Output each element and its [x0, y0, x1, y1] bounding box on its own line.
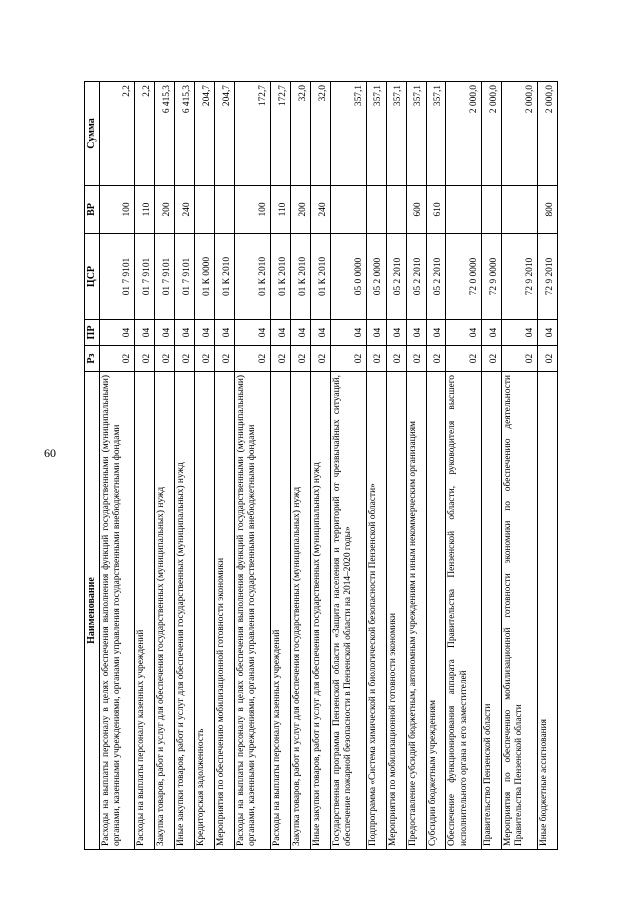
cell-vr: 200 — [155, 186, 175, 234]
cell-name: Закупка товаров, работ и услуг для обеспечения государственных (муниципальных) нужд — [290, 372, 310, 850]
cell-name: Иные закупки товаров, работ и услуг для обеспечения государственных (муниципальных) нужд — [175, 372, 195, 850]
cell-rz: 02 — [386, 346, 406, 372]
cell-name: Мероприятия по обеспечению мобилизационной готовности экономики — [215, 372, 235, 850]
header-name: Наименование — [85, 372, 100, 850]
header-vr: ВР — [85, 186, 100, 234]
cell-csr: 72 9 2010 — [502, 234, 538, 320]
cell-vr — [195, 186, 215, 234]
cell-vr: 240 — [175, 186, 195, 234]
cell-name: Подпрограмма «Система химической и биологической безопасности Пензенской области» — [366, 372, 386, 850]
cell-name: Субсидии бюджетным учреждениям — [426, 372, 446, 850]
table-row — [482, 82, 502, 850]
cell-sum: 204,7 — [215, 82, 235, 186]
cell-sum: 2,2 — [135, 82, 155, 186]
cell-rz: 02 — [195, 346, 215, 372]
cell-rz: 02 — [235, 346, 271, 372]
cell-vr — [215, 186, 235, 234]
cell-rz: 02 — [271, 346, 291, 372]
cell-rz: 02 — [502, 346, 538, 372]
header-csr: ЦСР — [85, 234, 100, 320]
cell-sum: 357,1 — [426, 82, 446, 186]
table-body — [99, 82, 557, 850]
cell-csr: 01 К 2010 — [310, 234, 330, 320]
table-row — [155, 82, 175, 850]
header-sum: Сумма — [85, 82, 100, 186]
cell-name: Предоставление субсидий бюджетным, автономным учреждениям и иным некоммерческим организациям — [406, 372, 426, 850]
cell-pr: 04 — [482, 320, 502, 346]
cell-pr: 04 — [155, 320, 175, 346]
header-rz: Рз — [85, 346, 100, 372]
cell-rz: 02 — [135, 346, 155, 372]
cell-csr: 01 К 2010 — [215, 234, 235, 320]
cell-sum: 2 000,0 — [446, 82, 482, 186]
table-row — [310, 82, 330, 850]
cell-pr: 04 — [175, 320, 195, 346]
cell-vr: 240 — [310, 186, 330, 234]
cell-pr: 04 — [330, 320, 366, 346]
cell-vr — [366, 186, 386, 234]
table-row — [235, 82, 271, 850]
cell-pr: 04 — [215, 320, 235, 346]
cell-rz: 02 — [426, 346, 446, 372]
cell-pr: 04 — [195, 320, 215, 346]
cell-rz: 02 — [99, 346, 135, 372]
cell-rz: 02 — [155, 346, 175, 372]
cell-sum: 2 000,0 — [482, 82, 502, 186]
cell-vr: 100 — [99, 186, 135, 234]
cell-csr: 01 К 2010 — [290, 234, 310, 320]
cell-csr: 01 К 2010 — [271, 234, 291, 320]
cell-pr: 04 — [386, 320, 406, 346]
cell-csr: 05 2 0000 — [366, 234, 386, 320]
table-row — [386, 82, 406, 850]
cell-csr: 01 К 2010 — [235, 234, 271, 320]
table-row — [426, 82, 446, 850]
cell-pr: 04 — [537, 320, 557, 346]
table-row — [195, 82, 215, 850]
cell-rz: 02 — [366, 346, 386, 372]
cell-csr: 72 0 0000 — [446, 234, 482, 320]
cell-sum: 2,2 — [99, 82, 135, 186]
cell-rz: 02 — [310, 346, 330, 372]
cell-sum: 2 000,0 — [537, 82, 557, 186]
cell-vr — [386, 186, 406, 234]
table-row — [99, 82, 135, 850]
cell-vr: 600 — [406, 186, 426, 234]
cell-sum: 204,7 — [195, 82, 215, 186]
cell-csr: 72 9 0000 — [482, 234, 502, 320]
cell-csr: 72 9 2010 — [537, 234, 557, 320]
cell-sum: 32,0 — [290, 82, 310, 186]
table-row — [446, 82, 482, 850]
cell-pr: 04 — [502, 320, 538, 346]
cell-name: Государственная программа Пензенской области «Защита населения и территорий от чрезвычайных ситуаций, обеспечение пожарной безопасности в Пензенской области на 2014–2020 годы» — [330, 372, 366, 850]
cell-rz: 02 — [446, 346, 482, 372]
cell-name: Расходы на выплаты персоналу в целях обеспечения выполнения функций государственными (муниципальными) органами, казенными учреждениями, органами управления государственными внебюджетными фондами — [99, 372, 135, 850]
cell-csr: 01 7 9101 — [155, 234, 175, 320]
cell-rz: 02 — [330, 346, 366, 372]
cell-name: Правительство Пензенской области — [482, 372, 502, 850]
table-row — [135, 82, 155, 850]
cell-name: Мероприятия по мобилизационной готовности экономики — [386, 372, 406, 850]
cell-rz: 02 — [175, 346, 195, 372]
cell-pr: 04 — [271, 320, 291, 346]
table-row — [215, 82, 235, 850]
cell-pr: 04 — [426, 320, 446, 346]
cell-vr — [502, 186, 538, 234]
table-row — [366, 82, 386, 850]
cell-sum: 357,1 — [366, 82, 386, 186]
cell-vr — [446, 186, 482, 234]
cell-name: Кредиторская задолженность — [195, 372, 215, 850]
cell-pr: 04 — [310, 320, 330, 346]
table-row — [502, 82, 538, 850]
cell-name: Расходы на выплаты персоналу в целях обеспечения выполнения функций государственными (муниципальными) органами, казенными учреждениями, органами управления государственными внебюджетными фондами — [235, 372, 271, 850]
cell-csr: 01 7 9101 — [135, 234, 155, 320]
cell-sum: 32,0 — [310, 82, 330, 186]
cell-csr: 05 2 2010 — [426, 234, 446, 320]
cell-name: Иные закупки товаров, работ и услуг для обеспечения государственных (муниципальных) нужд — [310, 372, 330, 850]
cell-pr: 04 — [135, 320, 155, 346]
cell-sum: 6 415,3 — [155, 82, 175, 186]
cell-vr: 110 — [271, 186, 291, 234]
table-row — [271, 82, 291, 850]
cell-vr: 200 — [290, 186, 310, 234]
cell-csr: 01 7 9101 — [99, 234, 135, 320]
cell-rz: 02 — [215, 346, 235, 372]
cell-name: Расходы на выплаты персоналу казенных учреждений — [271, 372, 291, 850]
cell-vr: 610 — [426, 186, 446, 234]
cell-sum: 6 415,3 — [175, 82, 195, 186]
cell-csr: 01 К 0000 — [195, 234, 215, 320]
cell-rz: 02 — [537, 346, 557, 372]
table-row — [175, 82, 195, 850]
cell-rz: 02 — [406, 346, 426, 372]
table-row — [537, 82, 557, 850]
cell-name: Закупка товаров, работ и услуг для обеспечения государственных (муниципальных) нужд — [155, 372, 175, 850]
cell-sum: 172,7 — [235, 82, 271, 186]
cell-vr: 100 — [235, 186, 271, 234]
rotated-table-container — [84, 82, 558, 850]
table-row — [406, 82, 426, 850]
cell-sum: 172,7 — [271, 82, 291, 186]
cell-pr: 04 — [406, 320, 426, 346]
table-header-row — [85, 82, 100, 850]
cell-pr: 04 — [446, 320, 482, 346]
table-row — [290, 82, 310, 850]
cell-pr: 04 — [99, 320, 135, 346]
header-pr: ПР — [85, 320, 100, 346]
cell-sum: 357,1 — [386, 82, 406, 186]
cell-rz: 02 — [482, 346, 502, 372]
cell-vr: 800 — [537, 186, 557, 234]
cell-name: Иные бюджетные ассигнования — [537, 372, 557, 850]
table-row — [330, 82, 366, 850]
cell-pr: 04 — [235, 320, 271, 346]
cell-name: Мероприятия по обеспечению мобилизационной готовности экономики по обеспечению деятельности Правительства Пензенской области — [502, 372, 538, 850]
cell-pr: 04 — [366, 320, 386, 346]
page-number: 60 — [44, 446, 56, 460]
cell-pr: 04 — [290, 320, 310, 346]
cell-vr — [330, 186, 366, 234]
cell-csr: 05 2 2010 — [406, 234, 426, 320]
cell-vr: 110 — [135, 186, 155, 234]
cell-csr: 05 0 0000 — [330, 234, 366, 320]
cell-sum: 357,1 — [406, 82, 426, 186]
cell-name: Расходы на выплаты персоналу казенных учреждений — [135, 372, 155, 850]
cell-sum: 357,1 — [330, 82, 366, 186]
cell-csr: 05 2 2010 — [386, 234, 406, 320]
cell-rz: 02 — [290, 346, 310, 372]
budget-table — [84, 81, 558, 850]
cell-sum: 2 000,0 — [502, 82, 538, 186]
cell-vr — [482, 186, 502, 234]
cell-csr: 01 7 9101 — [175, 234, 195, 320]
cell-name: Обеспечение функционирования аппарата Правительства Пензенской области, руководителя высшего исполнительного органа и его заместителей — [446, 372, 482, 850]
